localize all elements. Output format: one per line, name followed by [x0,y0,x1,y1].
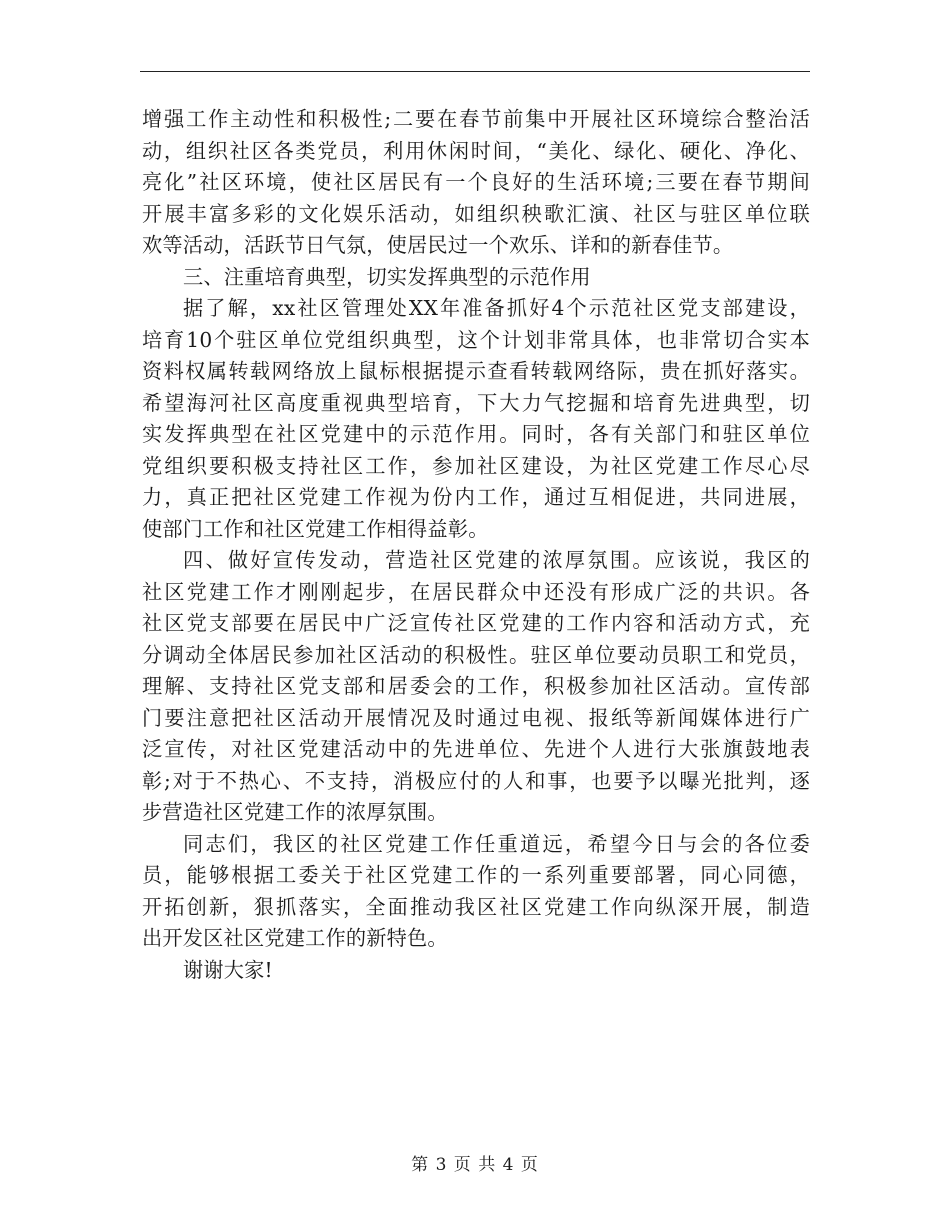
text-line: 出开发区社区党建工作的新特色。 [142,926,448,950]
text-line: 理解、支持社区党支部和居委会的工作，积极参加社区活动。宣传部 [142,674,810,698]
text-line: 分调动全体居民参加社区活动的积极性。驻区单位要动员职工和党员， [142,642,810,667]
header-rule [140,71,810,72]
text-line: 门要注意把社区活动开展情况及时通过电视、报纸等新闻媒体进行广 [142,705,810,730]
text-line: 培育10个驻区单位党组织典型，这个计划非常具体，也非常切合实本 [142,327,810,352]
text-line: 希望海河社区高度重视典型培育，下大力气挖掘和培育先进典型，切 [142,390,810,415]
text-line: 实发挥典型在社区党建中的示范作用。同时，各有关部门和驻区单位 [142,422,810,446]
text-line: 亮化”社区环境，使社区居民有一个良好的生活环境;三要在春节期间 [142,170,810,194]
text-line: 使部门工作和社区党建工作相得益彰。 [142,516,489,541]
text-line: 步营造社区党建工作的浓厚氛围。 [142,800,448,824]
text-line: 社区党建工作才刚刚起步，在居民群众中还没有形成广泛的共识。各 [142,579,810,604]
text-line: 三、注重培育典型，切实发挥典型的示范作用 [183,264,591,289]
text-line: 据了解，xx社区管理处XX年准备抓好4个示范社区党支部建设， [183,296,810,320]
text-line: 党组织要积极支持社区工作，参加社区建设，为社区党建工作尽心尽 [142,453,810,478]
text-line: 四、做好宣传发动，营造社区党建的浓厚氛围。应该说，我区的 [183,548,810,572]
text-line: 欢等活动，活跃节日气氛，使居民过一个欢乐、详和的新春佳节。 [142,233,734,257]
text-line: 增强工作主动性和积极性;二要在春节前集中开展社区环境综合整治活 [142,107,810,131]
text-line: 社区党支部要在居民中广泛宣传社区党建的工作内容和活动方式，充 [142,611,810,635]
text-line: 动，组织社区各类党员，利用休闲时间，“美化、绿化、硬化、净化、 [142,138,810,163]
text-line: 泛宣传，对社区党建活动中的先进单位、先进个人进行大张旗鼓地表 [142,737,810,761]
text-line: 谢谢大家! [183,957,273,982]
page-number-label: 第 3 页 共 4 页 [411,1155,539,1175]
text-line: 开拓创新，狠抓落实，全面推动我区社区党建工作向纵深开展，制造 [142,894,810,919]
text-line: 彰;对于不热心、不支持，消极应付的人和事，也要予以曝光批判，逐 [142,768,810,793]
text-line: 开展丰富多彩的文化娱乐活动，如组织秧歌汇演、社区与驻区单位联 [142,201,810,226]
text-line: 力，真正把社区党建工作视为份内工作，通过互相促进，共同进展， [142,485,810,509]
text-line: 同志们，我区的社区党建工作任重道远，希望今日与会的各位委 [183,831,810,856]
page-footer [0,1153,950,1177]
text-line: 员，能够根据工委关于社区党建工作的一系列重要部署，同心同德， [142,863,810,887]
text-line: 资料权属转载网络放上鼠标根据提示查看转载网络际，贵在抓好落实。 [142,359,810,383]
body-text [142,104,810,986]
